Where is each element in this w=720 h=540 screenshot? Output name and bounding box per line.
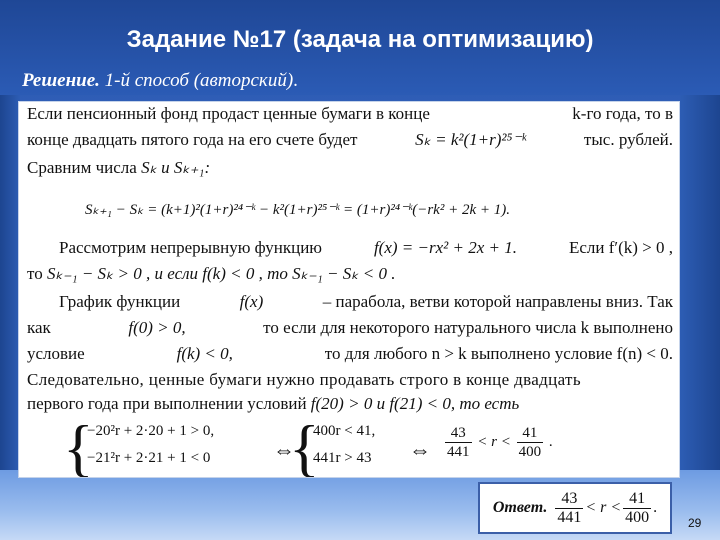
text-line-2: конце двадцать пятого года на его счете будет Sₖ = k²(1+r)²⁵⁻ᵏ тыс. рублей. — [27, 130, 673, 149]
text-line-1: Если пенсионный фонд продаст ценные бумаги в конце k-го года, то в — [27, 104, 673, 123]
system-2-row-1: 400r < 41, — [313, 423, 376, 439]
result-inequality: $\frac{43}{441}$ < r < $\frac{41}{400}$ . — [447, 425, 553, 460]
difference-formula: Sₖ₊₁ − Sₖ = (k+1)²(1+r)²⁴⁻ᵏ − k²(1+r)²⁵⁻ᵏ = (1+r)²⁴⁻ᵏ(−rk² + 2k + 1). — [85, 202, 510, 218]
solution-panel — [18, 101, 680, 478]
slide-title: Задание №17 (задача на оптимизацию) — [126, 26, 594, 53]
text-line-11: первого года при выполнении условий f(20) > 0 и f(21) < 0, то есть — [27, 394, 520, 413]
system-2 — [313, 418, 375, 472]
system-brace-1: { — [63, 412, 94, 478]
text-line-7: График функции f(x) – парабола, ветви которой направлены вниз. Так — [59, 292, 673, 311]
text-line-6: то Sₖ₋₁ − Sₖ > 0 , и если f(k) < 0 , то Sₖ₋₁ − Sₖ < 0 . — [27, 264, 396, 283]
system-1-row-1: −20²r + 2·20 + 1 > 0, — [87, 423, 215, 439]
left-edge — [0, 95, 20, 475]
system-1-row-2: −21²r + 2·21 + 1 < 0 — [87, 450, 211, 466]
text-line-5: Рассмотрим непрерывную функцию f(x) = −rx² + 2x + 1. Если f′(k) > 0 , — [59, 238, 673, 257]
text-line-10: Следовательно, ценные бумаги нужно продавать строго в конце двадцать — [27, 370, 581, 389]
method-label: 1-й способ (авторский) — [99, 70, 294, 91]
system-1 — [87, 418, 214, 472]
equivalence-arrow-1: ⇔ — [273, 437, 295, 462]
page-number: 29 — [688, 516, 702, 530]
equivalence-arrow-2: ⇔ — [409, 437, 431, 462]
answer-box: Ответ. $\frac{43}{441}$ < r < $\frac{41}{400}$ . — [478, 482, 672, 534]
solution-label: Решение. — [22, 70, 100, 91]
text-line-8: как f(0) > 0, то если для некоторого натурального числа k выполнено — [27, 318, 673, 337]
solution-heading: Решение. 1-й способ (авторский). — [22, 70, 298, 91]
system-2-row-2: 441r > 43 — [313, 450, 372, 466]
system-brace-2: { — [289, 412, 320, 478]
text-line-9: условие f(k) < 0, то для любого n > k выполнено условие f(n) < 0. — [27, 344, 673, 363]
answer-label: Ответ. — [492, 499, 548, 516]
text-line-3: Сравним числа Sₖ и Sₖ₊₁: — [27, 158, 211, 177]
right-edge — [680, 95, 720, 475]
